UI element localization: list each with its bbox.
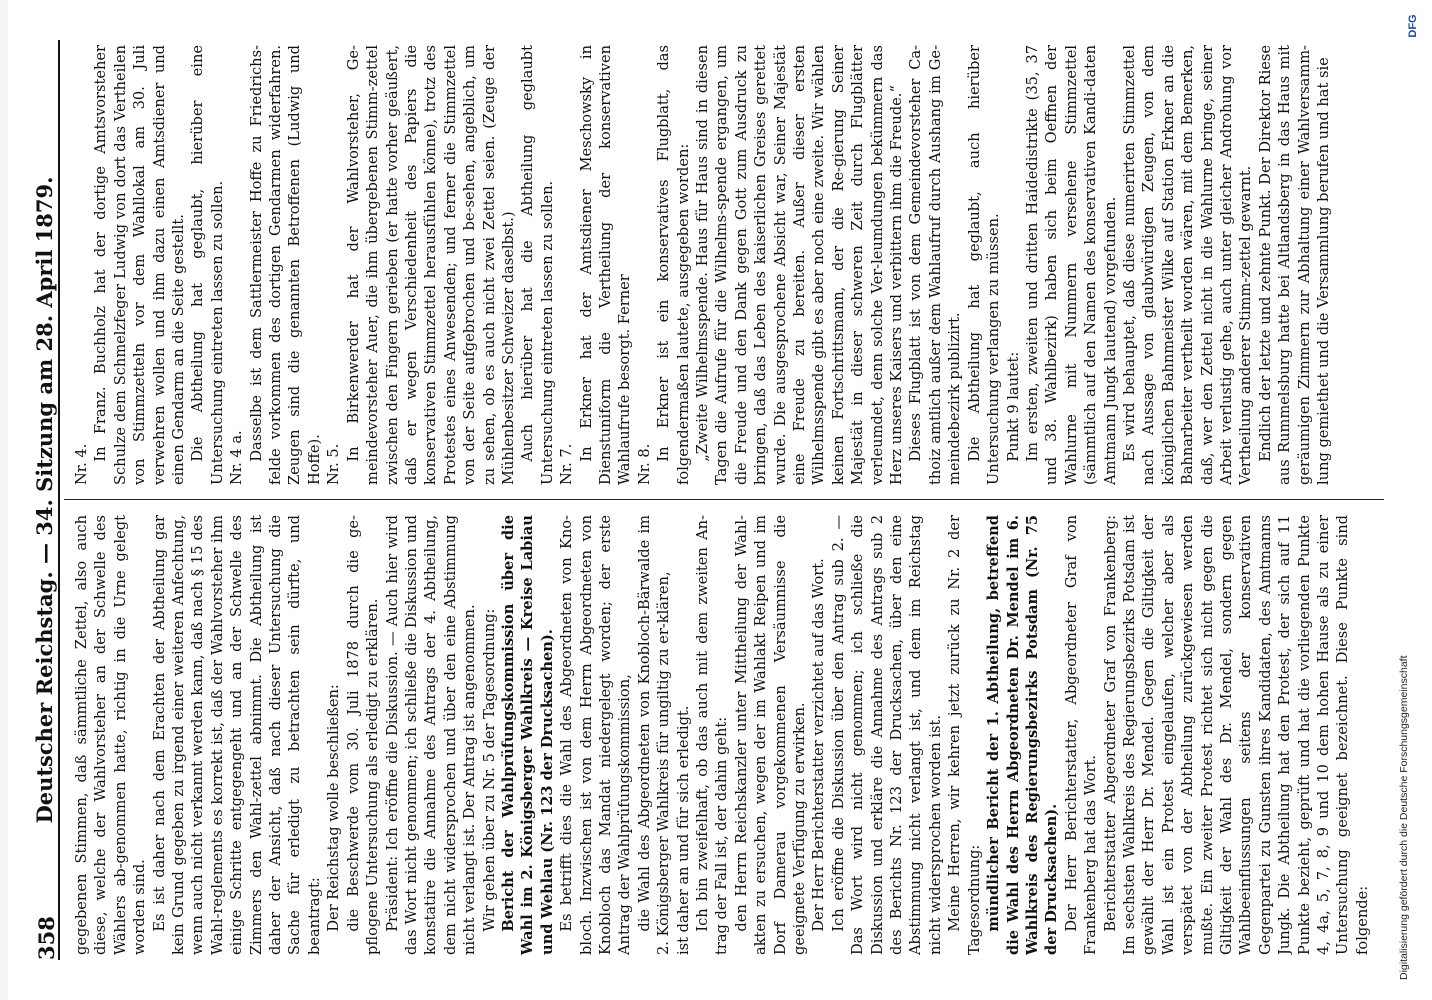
paragraph: Es betrifft dies die Wahl des Abgeordneten von Kno-bloch. Inzwischen ist von dem Herrn Abgeordneten von Knobloch das Mandat niedergelegt worden; der erste Antrag der Wahlprüfungskommission, [558, 515, 634, 955]
digitization-notice: Digitalisierung gefördert durch die Deutsche Forschungsgemeinschaft [1398, 655, 1410, 980]
paragraph: Die Abtheilung hat geglaubt, auch hierüber Untersuchung verlangen zu müssen. [965, 45, 1003, 485]
paragraph: Ich bin zweifelhaft, ob das auch mit dem zweiten An-trag der Fall ist, der dahin geht: [694, 515, 731, 955]
paragraph: Wir gehen über zu Nr. 5 der Tagesordnung: [480, 608, 498, 932]
left-column [72, 515, 1382, 955]
paragraph: Endlich der letzte und zehnte Punkt. Der Direktor Riese aus Rummelsburg hatte bei Altlandsberg in das Haus mit geräumigen Zimmern zur Abhaltung einer Wahlversamm-lung gemiethet und die Versammlung berufen und hat sie [1256, 45, 1332, 485]
dfg-logo: DFG [1407, 14, 1419, 38]
paragraph: In Erkner ist ein konservatives Flugblatt, das folgendermaßen lautete, ausgegeben worden: [655, 45, 692, 485]
point-number: Nr. 4 a. [228, 430, 246, 485]
point-number: Nr. 5. [325, 443, 343, 485]
paragraph: In Franz. Buchholz hat der dortige Amtsvorsteher Schulze dem Schmelzfeger Ludwig von dort das Vertheilen von Stimmzetteln vor dem Wahllokal am 30. Juli verwehren wollen und ihm dazu einen Amtsdiener und einen Gendarm an die Seite gestellt. [92, 45, 188, 485]
paragraph: Dasselbe ist dem Sattlermeister Hoffe zu Friedrichs-felde vorkommen des dortigen Gendarmen widerfahren. Zeugen sind die genannten Betroffenen (Ludwig und Hoffe). [247, 45, 323, 485]
column-divider [64, 499, 1384, 500]
point-number: Nr. 4. [73, 443, 90, 485]
paragraph: Auch hierüber hat die Abtheilung geglaubt Untersuchung eintreten lassen zu sollen. [519, 45, 556, 485]
point-number: Nr. 7. [558, 443, 576, 485]
header-rule [58, 40, 60, 960]
agenda-heading: mündlicher Bericht der 1. Abtheilung, betreffend die Wahl des Herrn Abgeordneten Dr. Mendel im 6. Wahlkreis des Regierungsbezirks Potsdam (Nr. 75 der Drucksachen). [985, 515, 1061, 955]
running-title: Deutscher Reichstag. — 34. Sitzung am 28. April 1879. [32, 176, 57, 824]
paragraph: die Wahl des Abgeordneten von Knobloch-Bärwalde im 2. Königsberger Wahlkreis für ungiltig zu er-klären, [635, 515, 673, 955]
paragraph: Der Herr Berichterstatter, Abgeordneter Graf von Frankenberg hat das Wort. [1062, 515, 1100, 955]
page-header [22, 40, 62, 960]
paragraph: ist daher an und für sich erledigt. [674, 705, 692, 955]
paragraph: Ich eröffne die Diskussion über den Antrag sub 2. — Das Wort wird nicht genommen; ich schließe die Diskussion und erkläre die Annahme des Antrags sub 2 des Berichts Nr. 123 der Drucksachen, über den eine Abstimmung nicht verlangt ist, und dem im Reichstag nicht widersprochen worden ist. [829, 515, 944, 955]
paragraph: In Birkenwerder hat der Wahlvorsteher, Ge-meindevorsteher Auer, die ihm übergebenen Stimm-zettel zwischen den Fingern gerieben (er hatte vorher geäußert, daß er wegen Verschiedenheit des Papiers die konservativen Stimmzettel herausfühlen könne), trotz des Protestes eines Anwesenden; und ferner die Stimmzettel von der Seite aufgebrochen und be-sehen, angeblich, um zu sehen, ob es auch nicht zwei Zettel seien. (Zeuge der Mühlenbesitzer Schweizer daselbst.) [344, 45, 517, 485]
paragraph: Der Herr Berichterstatter verzichtet auf das Wort. [810, 558, 828, 932]
paragraph: In Erkner hat der Amtsdiener Meschowsky in Dienstuniform die Vertheilung der konservativen Wahlaufrufe besorgt. Ferner [577, 45, 634, 485]
rapporteur-statement: Berichterstatter Abgeordneter Graf von Frankenberg: Im sechsten Wahlkreis des Regierungsbezirks Potsdam ist gewählt der Herr Dr. Mendel. Gegen die Giltigkeit der Wahl ist ein Protest eingelaufen, welcher aber als verspätet von der Abtheilung zurückgewiesen werden mußte. Ein zweiter Protest richtet sich nicht gegen die Giltigkeit der Wahl des Dr. Mendel, sondern gegen Wahlbeeinflussungen seitens der konservativen Gegenpartei zu Gunsten ihres Kandidaten, des Amtmanns Jungk. Die Abtheilung hat den Protest, der sich auf 11 Punkte bezieht, geprüft und hat die vorliegenden Punkte 4, 4a, 5, 7, 8, 9 und 10 dem hohen Hause als zu einer Untersuchung geeignet bezeichnet. Diese Punkte sind folgende: [1101, 515, 1371, 955]
paragraph: den Herrn Reichskanzler unter Mittheilung der Wahl-akten zu ersuchen, wegen der im Wahlakt Reipen und im Dorf Damerau vorgekommenen Versäumnisse die geeignete Verfügung zu erwirken. [732, 515, 809, 955]
agenda-heading: Bericht der Wahlprüfungskommission über die Wahl im 2. Königsberger Wahlkreis — Kreise Labiau und Wehlau (Nr. 123 der Drucksachen). [499, 515, 556, 955]
page-number: 358 [34, 916, 59, 960]
paragraph: Der Reichstag wolle beschließen: [325, 684, 343, 932]
right-column [72, 45, 1382, 485]
point-number: Nr. 8. [635, 443, 653, 485]
quoted-flyer: „Zweite Wilhelmsspende. Haus für Haus sind in diesen Tagen die Aufrufe für die Wilhelms-spende ergangen, um die Freude und den Dank gegen Gott zum Ausdruck zu bringen, daß das Leben des kaiserlichen Greises gerettet wurde. Die ausgesprochene Absicht war, Seiner Majestät eine Freude zu bereiten. Außer dieser ersten Wilhelmsspende gibt es aber noch eine zweite. Wir wählen keinen Fortschrittsmann, der die Re-gierung Seiner Majestät in dieser schweren Zeit durch Flugblätter verleumdet, denn solche Ver-leumdungen bekümmern das Herz unseres Kaisers und verbittern ihm die Freude.“ [694, 45, 906, 485]
paragraph: Meine Herren, wir kehren jetzt zurück zu Nr. 2 der Tagesordnung: [946, 515, 983, 955]
paragraph: die Beschwerde vom 30. Juli 1878 durch die ge-pflogene Untersuchung als erledigt zu erklären. [344, 515, 382, 955]
paragraph: Punkt 9 lautet: [1004, 351, 1022, 462]
paragraph: Die Abtheilung hat geglaubt, hierüber eine Untersuchung eintreten lassen zu sollen. [189, 45, 226, 485]
paragraph: Dieses Flugblatt ist von dem Gemeindevorsteher Ca-thoiz amtlich außer dem Wahlaufruf durch Aushang im Ge-meindebezirk publizirt. [907, 45, 964, 485]
president-statement: Präsident: Ich eröffne die Diskussion. — Auch hier wird das Wort nicht genommen; ich schließe die Diskussion und konstatire die Annahme des Antrags der 4. Abtheilung, dem nicht widersprochen und über den eine Abstimmung nicht verlangt ist. Der Antrag ist angenommen. [383, 515, 479, 955]
paragraph: Es ist daher nach dem Erachten der Abtheilung gar kein Grund gegeben zu irgend einer weiteren Anfechtung, wenn auch nicht verkannt werden kann, daß nach § 15 des Wahl-reglements es korrekt ist, daß der Wahlvorsteher ihm einige Schritte entgegengeht und an der Schwelle des Zimmers den Wahl-zettel abnimmt. Die Abtheilung ist daher der Ansicht, daß nach dieser Untersuchung die Sache für erledigt zu betrachten sein dürfte, und beantragt: [150, 515, 323, 955]
paragraph: gegebenen Stimmen, daß sämmtliche Zettel, also auch diese, welche der Wahlvorsteher an der Schwelle des Wählers ab-genommen hatte, richtig in die Urne gelegt worden sind. [73, 515, 149, 955]
paragraph: Im ersten, zweiten und dritten Haidedistrikte (35, 37 und 38. Wahlbezirk) haben sich beim Oeffnen der Wahlurne mit Nummern versehene Stimmzettel (sämmtlich auf den Namen des konservativen Kandi-daten Amtmann Jungk lautend) vorgefunden. [1023, 45, 1119, 485]
paragraph: Es wird behauptet, daß diese numerirten Stimmzettel nach Aussage von glaubwürdigen Zeugen, von dem königlichen Bahnmeister Wilke auf Station Erkner an die Bahnarbeiter vertheilt worden wären, mit dem Bemerken, daß, wer den Zettel nicht in die Wahlurne bringe, seiner Arbeit verlustig gehe, auch unter gleicher Androhung vor Vertheilung anderer Stimm-zettel gewarnt. [1120, 45, 1255, 485]
